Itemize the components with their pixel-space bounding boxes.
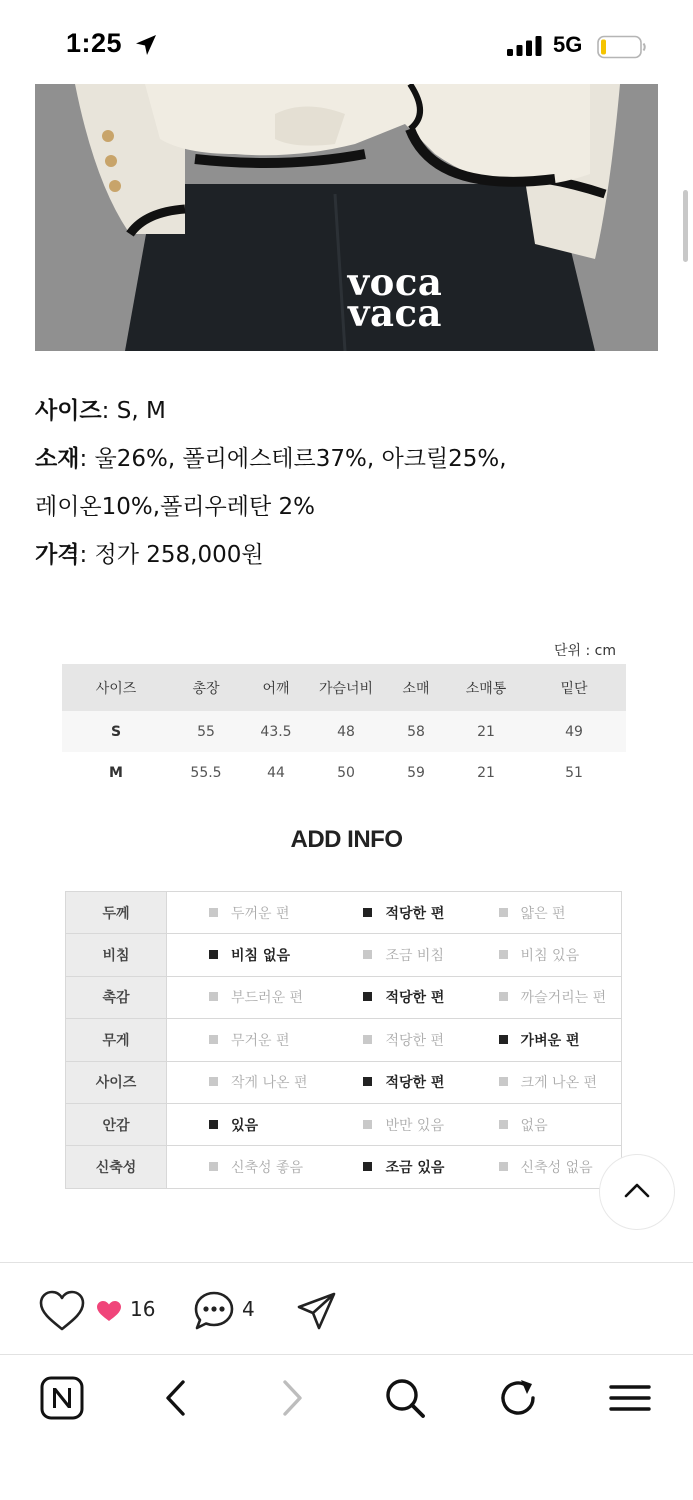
add-info-option-label: 반만 있음	[385, 1117, 444, 1134]
spec-material-value-2: 레이온10%,폴리우레탄 2%	[35, 494, 315, 520]
add-info-option	[457, 1146, 622, 1188]
like-heart-icon[interactable]	[38, 1289, 86, 1333]
scroll-to-top-button[interactable]	[600, 1155, 674, 1229]
add-info-category: 두께	[66, 892, 167, 934]
spec-size-value: : S, M	[101, 398, 166, 424]
size-chart-cell: 49	[522, 711, 626, 752]
refresh-icon[interactable]	[496, 1376, 540, 1420]
status-bar	[0, 0, 693, 84]
square-bullet-icon	[209, 1120, 218, 1129]
chevron-up-icon	[624, 1182, 650, 1198]
spec-material-cont	[35, 488, 315, 521]
add-info-option-label: 비침 있음	[520, 948, 580, 965]
spec-price-value: : 정가 258,000원	[79, 542, 264, 568]
add-info-category: 비침	[66, 934, 167, 976]
add-info-option	[167, 1061, 322, 1103]
square-bullet-icon	[209, 1077, 218, 1086]
add-info-option-selected	[321, 976, 456, 1018]
add-info-option-label: 무거운 편	[231, 1032, 290, 1049]
size-chart-cell: 50	[337, 764, 355, 781]
add-info-option-label: 신축성 좋음	[231, 1160, 304, 1177]
add-info-option-selected	[321, 1146, 456, 1188]
brand-logo-line1: voca	[347, 260, 443, 304]
size-chart-unit: 단위 : cm	[554, 643, 617, 659]
square-bullet-icon	[363, 1162, 372, 1171]
status-time: 1:25	[66, 28, 123, 58]
square-bullet-icon	[363, 1120, 372, 1129]
toolbar-divider	[0, 1354, 693, 1355]
add-info-option	[167, 1146, 322, 1188]
square-bullet-icon	[499, 992, 508, 1001]
brand-logo-line2: vaca	[348, 291, 442, 335]
size-chart-header: 가슴너비	[310, 664, 382, 711]
spec-price	[35, 536, 264, 569]
back-chevron-icon[interactable]	[162, 1376, 190, 1420]
square-bullet-icon	[499, 1035, 508, 1044]
size-chart-cell: 58	[382, 711, 450, 752]
comment-count: 4	[242, 1297, 255, 1321]
heart-reaction-icon	[95, 1299, 123, 1323]
square-bullet-icon	[363, 1035, 372, 1044]
page-scrollbar[interactable]	[683, 190, 688, 262]
add-info-option-selected	[321, 1061, 456, 1103]
add-info-option-selected	[321, 892, 456, 934]
size-chart-header: 사이즈	[62, 664, 170, 711]
square-bullet-icon	[363, 908, 372, 917]
add-info-option	[167, 892, 322, 934]
size-chart-cell: 55	[170, 711, 242, 752]
add-info-option-selected	[167, 934, 322, 976]
add-info-option-label: 없음	[520, 1117, 548, 1134]
square-bullet-icon	[499, 1162, 508, 1171]
square-bullet-icon	[363, 1077, 372, 1086]
add-info-option-label: 까슬거리는 편	[520, 990, 607, 1007]
add-info-option-label: 조금 있음	[385, 1160, 445, 1177]
add-info-option-selected	[457, 1019, 622, 1061]
add-info-row	[66, 892, 622, 934]
add-info-option-label: 적당한 편	[385, 1075, 445, 1092]
add-info-option-label: 얇은 편	[520, 905, 566, 922]
naver-n-icon[interactable]	[40, 1376, 84, 1420]
size-chart-header: 총장	[170, 664, 242, 711]
spec-price-label: 가격	[35, 542, 80, 568]
product-image[interactable]	[35, 84, 658, 351]
add-info-option	[167, 1019, 322, 1061]
size-chart-cell: 44	[267, 764, 285, 781]
add-info-category: 무게	[66, 1019, 167, 1061]
size-chart-cell: 21	[450, 711, 522, 752]
size-chart-cell: S	[62, 711, 170, 752]
square-bullet-icon	[499, 1077, 508, 1086]
square-bullet-icon	[499, 1120, 508, 1129]
add-info-row	[66, 1103, 622, 1145]
location-arrow-icon	[134, 33, 158, 57]
size-chart-header-row	[62, 664, 626, 711]
add-info-option	[321, 1019, 456, 1061]
size-chart-cell: M	[109, 764, 123, 781]
add-info-option-label: 적당한 편	[385, 990, 445, 1007]
menu-icon[interactable]	[608, 1376, 652, 1420]
size-chart-cell: 48	[310, 711, 382, 752]
add-info-option	[457, 1061, 622, 1103]
add-info-option	[321, 934, 456, 976]
size-chart-cell: 21	[477, 764, 495, 781]
size-chart-row	[62, 711, 626, 752]
square-bullet-icon	[209, 1035, 218, 1044]
size-chart-cell: 43.5	[242, 711, 310, 752]
square-bullet-icon	[363, 992, 372, 1001]
size-chart-header: 밑단	[522, 664, 626, 711]
size-chart-header: 소매통	[450, 664, 522, 711]
add-info-row	[66, 976, 622, 1018]
spec-material-value: : 울26%, 폴리에스테르37%, 아크릴25%,	[79, 446, 507, 472]
spec-material-label: 소재	[35, 446, 80, 472]
add-info-title: ADD INFO	[290, 826, 403, 853]
add-info-option	[457, 892, 622, 934]
share-icon[interactable]	[296, 1290, 338, 1332]
add-info-option	[167, 976, 322, 1018]
add-info-table	[65, 891, 622, 1189]
add-info-option-label: 조금 비침	[385, 948, 444, 965]
add-info-option-label: 작게 나온 편	[231, 1075, 308, 1092]
signal-icon	[507, 36, 543, 56]
add-info-option-label: 두꺼운 편	[231, 905, 290, 922]
like-count: 16	[130, 1297, 156, 1321]
add-info-row	[66, 934, 622, 976]
square-bullet-icon	[209, 992, 218, 1001]
add-info-option	[457, 976, 622, 1018]
add-info-row	[66, 1019, 622, 1061]
square-bullet-icon	[363, 950, 372, 959]
size-chart-header: 소매	[382, 664, 450, 711]
add-info-option	[457, 934, 622, 976]
add-info-category: 안감	[66, 1103, 167, 1145]
add-info-option	[321, 1103, 456, 1145]
add-info-option	[457, 1103, 622, 1145]
size-chart-table	[62, 664, 626, 793]
add-info-option-label: 적당한 편	[385, 1032, 444, 1049]
add-info-option-label: 있음	[231, 1117, 259, 1134]
square-bullet-icon	[499, 908, 508, 917]
divider	[0, 1262, 693, 1263]
size-chart-cell: 55.5	[190, 764, 222, 781]
add-info-option-label: 크게 나온 편	[520, 1075, 598, 1092]
square-bullet-icon	[209, 1162, 218, 1171]
network-label: 5G	[553, 32, 583, 57]
square-bullet-icon	[499, 950, 508, 959]
size-chart-header: 어깨	[242, 664, 310, 711]
square-bullet-icon	[209, 950, 218, 959]
add-info-option-label: 비침 없음	[231, 948, 290, 965]
add-info-option-label: 부드러운 편	[231, 990, 304, 1007]
forward-chevron-icon[interactable]	[278, 1376, 306, 1420]
search-icon[interactable]	[383, 1376, 427, 1420]
add-info-option-label: 적당한 편	[385, 905, 445, 922]
add-info-row	[66, 1146, 622, 1188]
size-chart-cell: 51	[565, 764, 583, 781]
spec-size-label: 사이즈	[35, 398, 102, 424]
comment-icon[interactable]	[192, 1289, 236, 1333]
add-info-option-selected	[167, 1103, 322, 1145]
spec-material	[35, 440, 507, 473]
square-bullet-icon	[209, 908, 218, 917]
add-info-category: 사이즈	[66, 1061, 167, 1103]
size-chart-cell: 59	[407, 764, 425, 781]
add-info-row	[66, 1061, 622, 1103]
add-info-category: 신축성	[66, 1146, 167, 1188]
add-info-category: 촉감	[66, 976, 167, 1018]
spec-size	[35, 392, 166, 425]
add-info-option-label: 신축성 없음	[520, 1160, 593, 1177]
brand-logo	[325, 260, 465, 335]
add-info-option-label: 가벼운 편	[520, 1032, 580, 1049]
size-chart-row	[62, 752, 626, 793]
battery-icon	[597, 35, 647, 59]
